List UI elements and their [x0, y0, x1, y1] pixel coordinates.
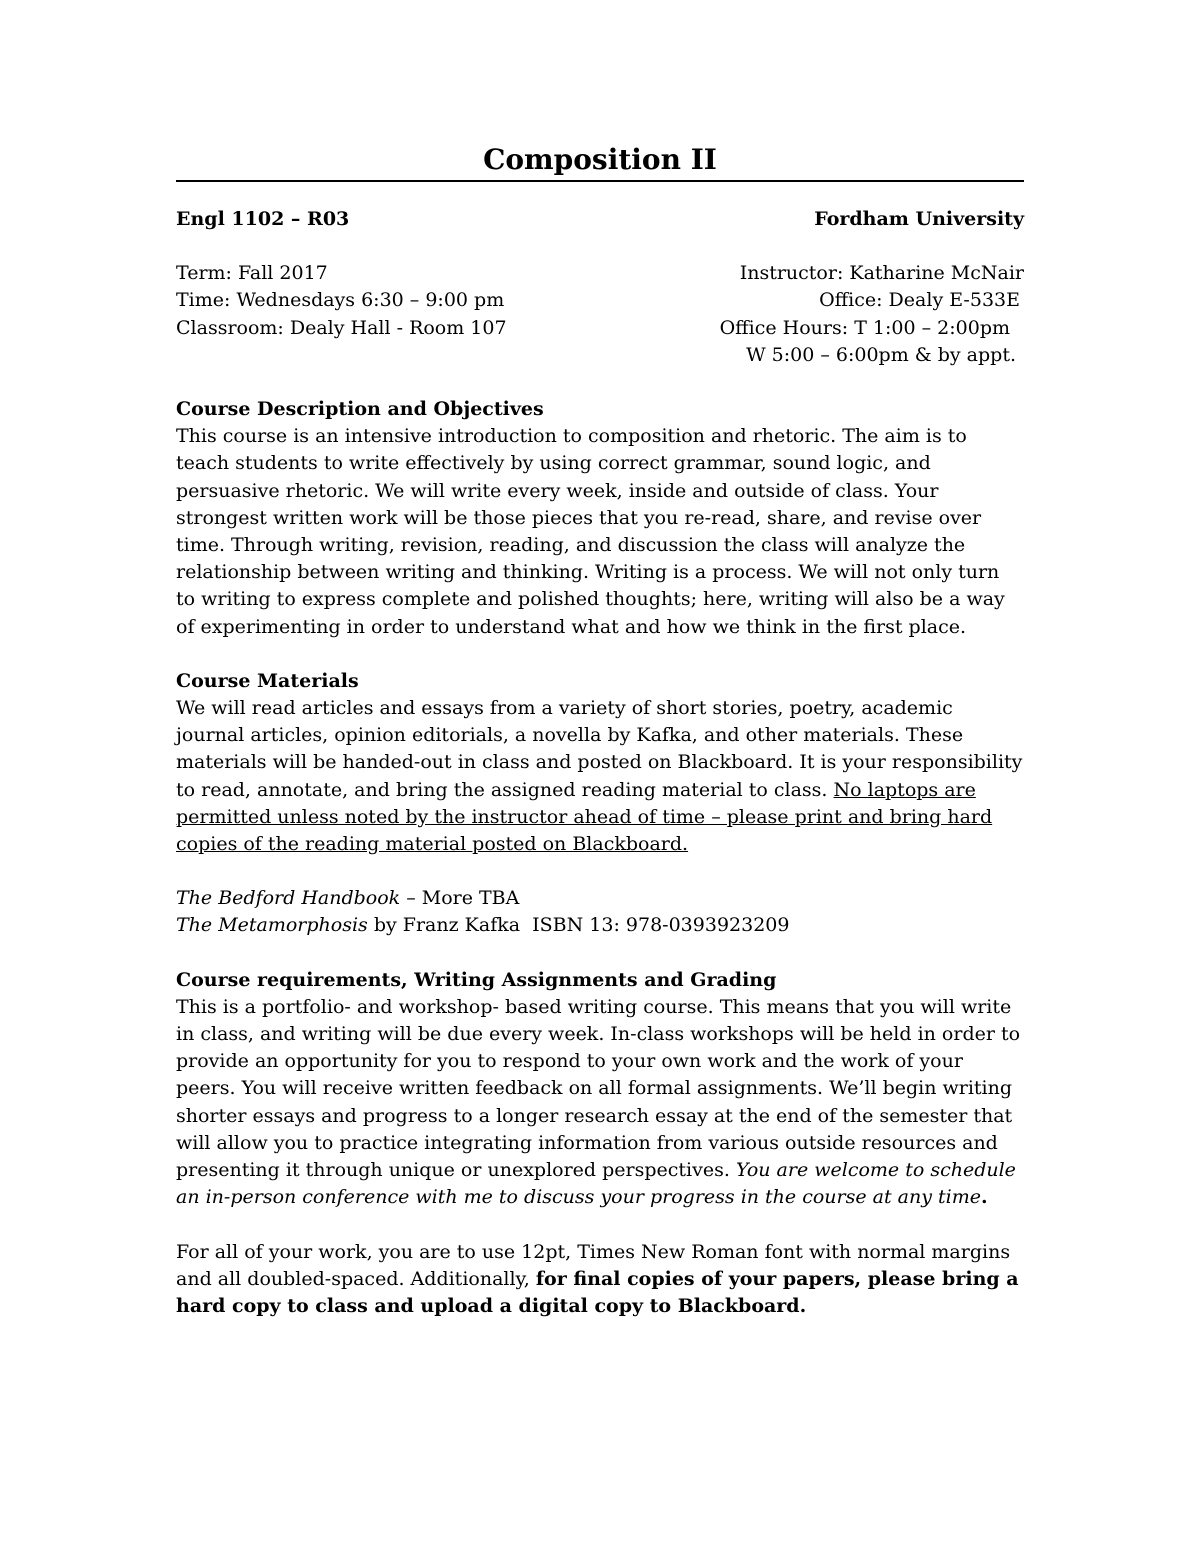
- description-body: This course is an intensive introduction to composition and rhetoric. The aim is to teach students to write effectively by using correct grammar, sound logic, and persuasive rhetoric. We will write every week, inside and outside of class. Your strongest written work will be those pieces that you re-read, share, and revise over time. Through writing, revision, reading, and discussion the class will analyze the relationship between writing and thinking. Writing is a process. We will not only turn to writing to express complete and polished thoughts; here, writing will also be a way of experimenting in order to understand what and how we think in the first place.: [176, 425, 1005, 638]
- requirements-text: This is a portfolio- and workshop- based writing course. This means that you will write in class, and writing will be due every week. In-class workshops will be held in order to provide an opportunity for you to respond to your own work and the work of your peers. You will receive written feedback on all formal assignments. We’ll begin writing shorter essays and progress to a longer research essay at the end of the semester that will allow you to practice integrating information from various outside resources and presenting it through unique or unexplored perspectives.: [176, 995, 1021, 1182]
- instructor-name: Instructor: Katharine McNair: [739, 262, 1024, 285]
- requirements-body: [176, 994, 1024, 1212]
- book-1-note: – More TBA: [400, 887, 520, 910]
- book-1: [176, 885, 1024, 912]
- office-location: Office: Dealy E-533E: [819, 289, 1020, 312]
- conference-note: You are welcome to schedule an in-person conference with me to discuss your progress in the course at any time: [176, 1159, 1016, 1209]
- materials-text: We will read articles and essays from a variety of short stories, poetry, academic journal articles, opinion editorials, a novella by Kafka, and other materials. These materials will be handed-out in class and posted on Blackboard. It is your responsibility to read, annotate, and bring the assigned reading material to class.: [176, 697, 1023, 801]
- materials-heading: Course Materials: [176, 669, 359, 692]
- classroom: Classroom: Dealy Hall - Room 107: [176, 316, 507, 339]
- format-paragraph: [176, 1239, 1024, 1321]
- book-1-title: The Bedford Handbook: [176, 887, 401, 910]
- office-hours-2: W 5:00 – 6:00pm & by appt.: [746, 343, 1016, 366]
- description-heading: Course Description and Objectives: [176, 398, 544, 421]
- course-code: Engl 1102 – R03: [176, 208, 350, 230]
- course-header-row: [176, 206, 1024, 233]
- materials-body: [176, 695, 1024, 858]
- class-time: Time: Wednesdays 6:30 – 9:00 pm: [176, 289, 505, 312]
- book-2-title: The Metamorphosis: [176, 914, 368, 937]
- laptop-policy: No laptops are permitted unless noted by the instructor ahead of time – please print and bring hard copies of the reading material posted on Blackboard.: [176, 778, 993, 856]
- book-2-note: by Franz Kafka ISBN 13: 978-0393923209: [367, 914, 790, 937]
- office-hours: Office Hours: T 1:00 – 2:00pm: [719, 316, 1010, 339]
- course-info: [176, 260, 1024, 369]
- university-name: Fordham University: [814, 208, 1024, 230]
- conference-period: .: [980, 1186, 988, 1209]
- format-text: For all of your work, you are to use 12pt, Times New Roman font with normal margins and all doubled-spaced. Additionally,: [176, 1240, 1011, 1290]
- materials-section: [176, 668, 1024, 940]
- description-section: [176, 396, 1024, 641]
- requirements-section: [176, 967, 1024, 1320]
- syllabus-page: [176, 140, 1024, 1320]
- term: Term: Fall 2017: [176, 262, 328, 285]
- book-2: [176, 912, 1024, 939]
- course-info-left: [176, 260, 507, 369]
- requirements-heading: Course requirements, Writing Assignments and Grading: [176, 968, 777, 991]
- page-title: Composition II: [483, 143, 717, 176]
- submission-instructions: for final copies of your papers, please bring a hard copy to class and upload a digital copy to Blackboard.: [176, 1267, 1019, 1317]
- instructor-info: [720, 260, 1024, 369]
- title-rule: [176, 180, 1024, 182]
